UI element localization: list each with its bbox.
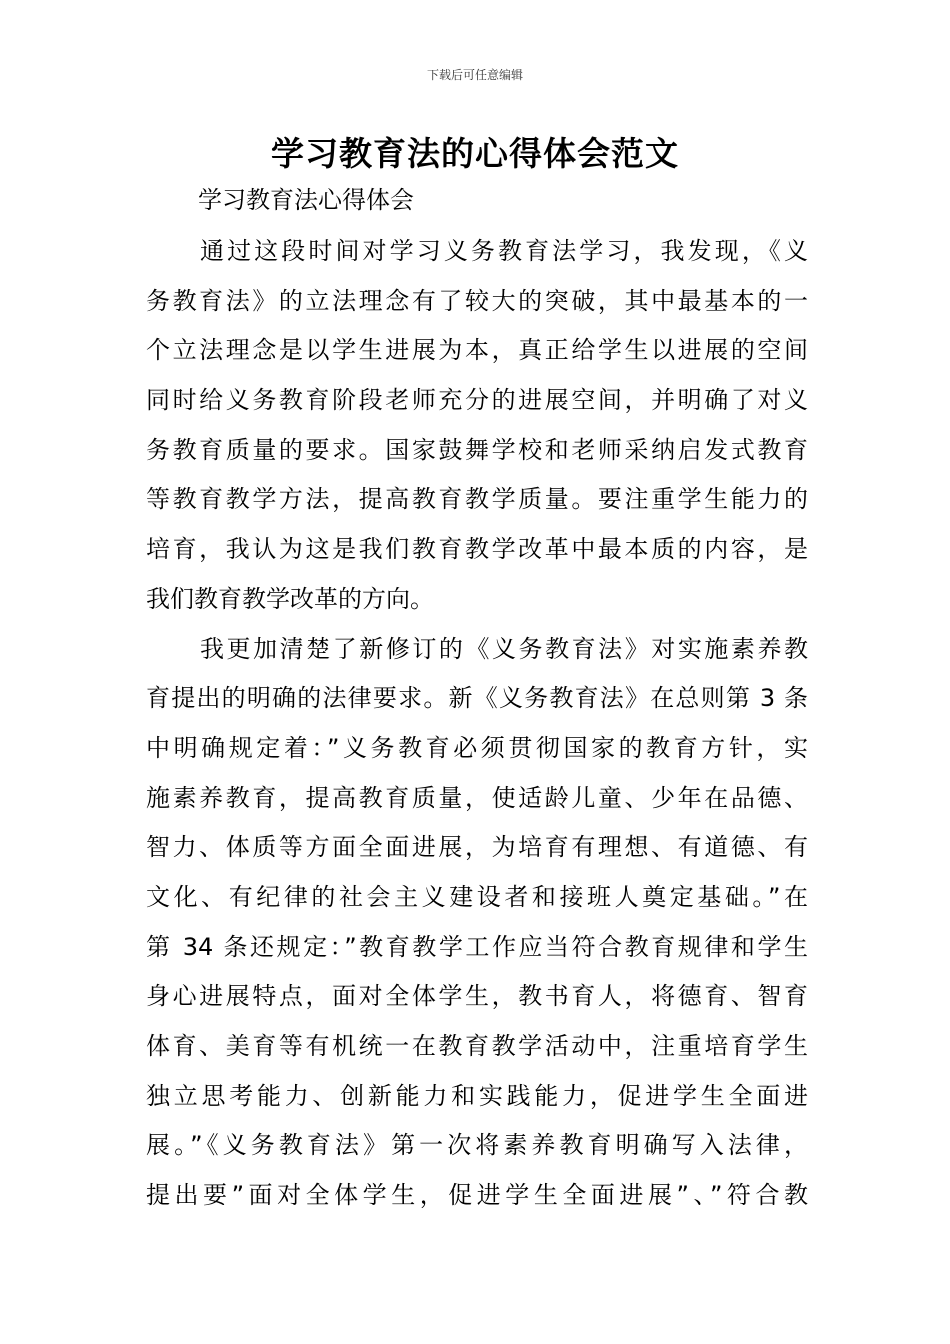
paragraph-line: 务教育法》的立法理念有了较大的突破，其中最基本的一 [146,286,808,315]
paragraph-line: 文化、有纪律的社会主义建设者和接班人奠定基础。”在 [146,882,808,911]
paragraph-line: 展。”《义务教育法》第一次将素养教育明确写入法律， [146,1131,808,1160]
body-text [146,227,808,1221]
paragraph-line: 等教育教学方法，提高教育教学质量。要注重学生能力的 [146,485,808,514]
paragraph-line: 第 34 条还规定：”教育教学工作应当符合教育规律和学生 [146,932,808,961]
paragraph-line: 独立思考能力、创新能力和实践能力，促进学生全面进 [146,1081,808,1110]
page-title: 学习教育法的心得体会范文 [271,134,679,173]
paragraph-line: 提出要”面对全体学生，促进学生全面进展”、”符合教 [146,1181,808,1210]
paragraph-line: 培育，我认为这是我们教育教学改革中最本质的内容，是 [146,535,808,564]
paragraph-line: 体育、美育等有机统一在教育教学活动中，注重培育学生 [146,1032,808,1060]
subtitle: 学习教育法心得体会 [198,186,414,214]
paragraph-line: 同时给义务教育阶段老师充分的进展空间，并明确了对义 [146,386,808,415]
paragraph-line: 身心进展特点，面对全体学生，教书育人，将德育、智育 [146,982,808,1011]
paragraph-line: 我更加清楚了新修订的《义务教育法》对实施素养教 [200,634,808,663]
paragraph-line: 务教育质量的要求。国家鼓舞学校和老师采纳启发式教育 [146,435,808,464]
paragraph-line: 个立法理念是以学生进展为本，真正给学生以进展的空间 [146,336,808,365]
header-note: 下载后可任意编辑 [426,68,523,82]
paragraph-line: 通过这段时间对学习义务教育法学习，我发现，《义 [200,237,808,265]
paragraph-line: 我们教育教学改革的方向。 [146,584,434,613]
paragraph-line: 智力、体质等方面全面进展，为培育有理想、有道德、有 [146,833,808,862]
paragraph-line: 中明确规定着：”义务教育必须贯彻国家的教育方针，实 [146,733,808,762]
paragraph-line: 育提出的明确的法律要求。新《义务教育法》在总则第 3 条 [146,684,808,713]
paragraph-line: 施素养教育，提高教育质量，使适龄儿童、少年在品德、 [146,783,808,812]
